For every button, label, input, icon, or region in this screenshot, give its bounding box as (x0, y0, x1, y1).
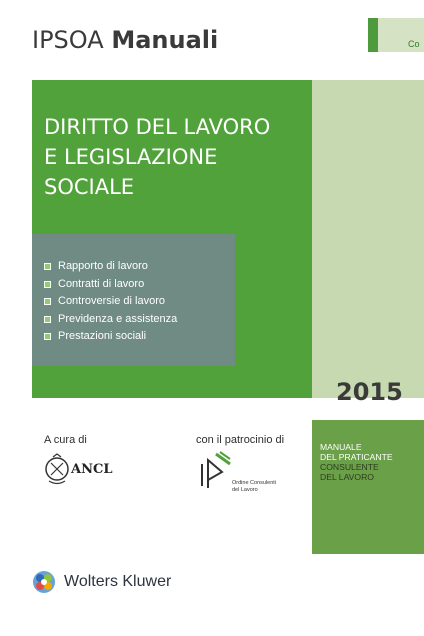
ancl-logo-text: ANCL (71, 462, 113, 477)
topic-list (44, 258, 177, 346)
bullet-square-icon (44, 281, 51, 288)
topic-item: Controversie di lavoro (44, 293, 177, 311)
corner-tab-bar (368, 18, 378, 52)
ocl-org-name: Ordine Consulenti del Lavoro (232, 480, 277, 493)
series-label-highlight: CONSULENTE (320, 462, 379, 472)
brand-name: Manuali (111, 26, 219, 54)
ancl-emblem-icon (44, 452, 70, 488)
book-title (44, 112, 310, 202)
bullet-square-icon (44, 316, 51, 323)
title-line: E LEGISLAZIONE (44, 145, 218, 169)
corner-tab-text: Co (408, 39, 420, 49)
ocl-emblem-icon (196, 450, 232, 492)
topic-item: Prestazioni sociali (44, 328, 177, 346)
cover-right-column (312, 80, 424, 398)
series-brand (32, 28, 218, 52)
series-label-highlight: DEL LAVORO (320, 472, 374, 482)
topic-item: Rapporto di lavoro (44, 258, 177, 276)
patronage-label: con il patrocinio di (196, 434, 285, 446)
globe-icon (32, 570, 56, 594)
corner-tab (368, 18, 424, 52)
series-label (320, 442, 393, 482)
ocl-logo (196, 450, 296, 506)
bullet-square-icon (44, 333, 51, 340)
topic-item: Previdenza e assistenza (44, 311, 177, 329)
title-line: DIRITTO DEL LAVORO (44, 115, 271, 139)
publisher-name: Wolters Kluwer (64, 573, 172, 590)
edition-year: 2015 (336, 378, 403, 406)
series-label-line: MANUALE (320, 442, 362, 452)
topic-item: Contratti di lavoro (44, 276, 177, 294)
series-label-line: DEL PRATICANTE (320, 452, 393, 462)
bullet-square-icon (44, 298, 51, 305)
title-line: SOCIALE (44, 175, 135, 199)
bullet-square-icon (44, 263, 51, 270)
brand-prefix: IPSOA (32, 26, 104, 54)
ancl-logo (44, 452, 120, 492)
curator-label: A cura di (44, 434, 87, 446)
series-label-panel (312, 420, 424, 554)
